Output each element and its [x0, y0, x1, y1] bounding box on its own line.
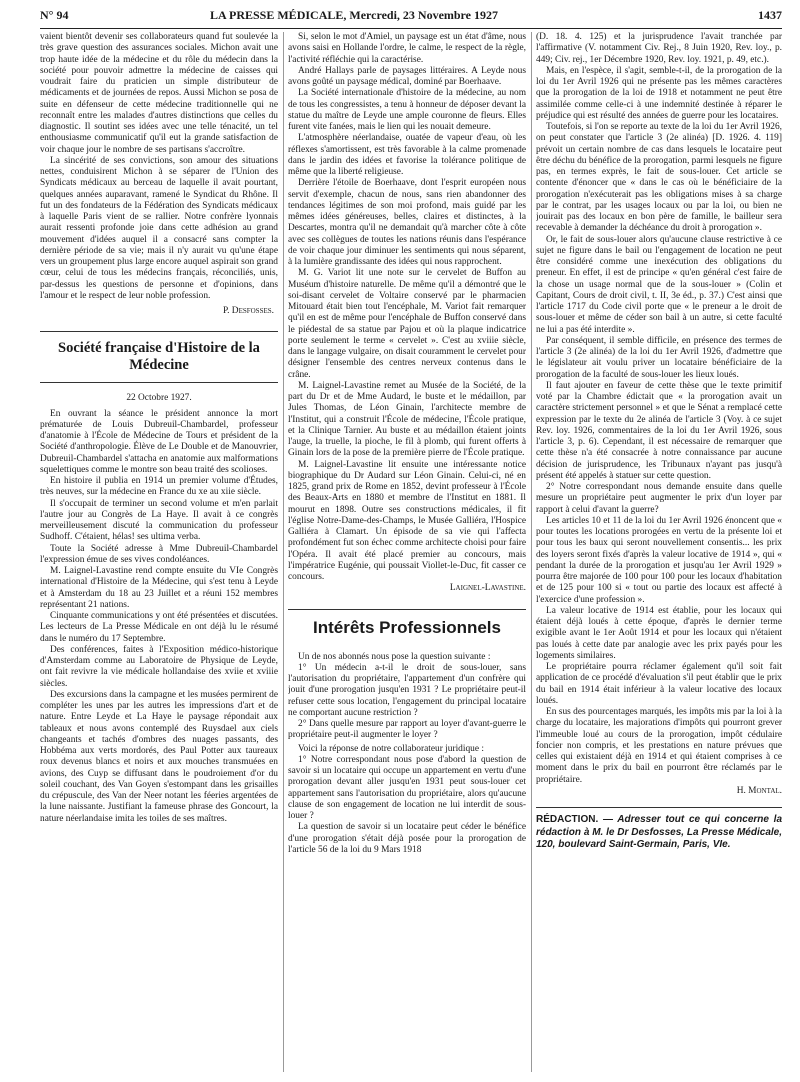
paragraph: En histoire il publia en 1914 un premier volume d'Études, très neuves, sur la médecine en France du xe au xiie siècle.	[40, 476, 278, 498]
paragraph: André Hallays parle de paysages littéraires. A Leyde nous avons goûté un paysage médical, dominé par Boerhaave.	[288, 65, 526, 87]
paragraph: Toutefois, si l'on se reporte au texte de la loi du 1er Avril 1926, on peut constater que l'article 3 (2e alinéa) [D. 1926. 4. 119] prévoit un certain nombre de cas dans lesquels le locataire peut être déchu du bénéfice de la prorogation, parmi lesquels ne figure pas, en termes exprès, le fait de sous-louer. Cet article se contente d'énoncer que « dans le cas où le bénéficiaire de la prorogation n'exécuterait pas les obligations mises à sa charge par le contrat, par les usages locaux ou par la loi, ou bien ne jouirait pas des locaux en bon père de famille, le bailleur sera recevable à demander la déchéance du droit à prorogation ».	[536, 122, 782, 234]
signature: Laignel-Lavastine.	[449, 583, 526, 594]
paragraph: Voici la réponse de notre collaborateur juridique :	[298, 743, 484, 754]
paragraph: 1° Notre correspondant nous pose d'abord la question de savoir si un locataire qui occupe un appartement en vertu d'une prorogation devant aller jusqu'en 1931 peut sous-louer cet appartement sans l'autorisation du propriétaire, alors qu'aucune clause de son engagement de location ne lui interdit de sous-louer ?	[288, 754, 526, 821]
paragraph: Les articles 10 et 11 de la loi du 1er Avril 1926 énoncent que « pour toutes les locations prorogées en vertu de la présente loi et pour tous les baux qui seront nouvellement consentis... les prix des loyers seront fixés d'après la valeur locative de 1914 », qui « pendant la durée de la prorogation et jusqu'au 1er Avril 1929 » pourra être majorée de 100 pour 100 pour les locaux d'habitation et de 125 pour 100 si « tout ou partie des locaux est affecté à l'exercice d'une profession ».	[536, 515, 782, 605]
signature: H. Montal.	[736, 785, 782, 796]
section-title: Intérêts Professionnels	[288, 609, 526, 644]
paragraph: La sincérité de ses convictions, son amour des situations nettes, conduisirent Michon à se séparer de l'Union des Syndicats médicaux au berceau de laquelle il avait pourtant, quelques années auparavant, ramené le Syndicat du Rhône. Il fut un des fondateurs de la Fédération des Syndicats médicaux à laquelle Paris vient de se rallier. Notre confrère lyonnais aurait ressenti profonde joie dans cette adhésion au grand mouvement d'idées auquel il a consacré sans compter la dernière période de sa vie; mais il n'y aurait vu qu'une étape vers un groupement plus large encore auquel aspirait son grand cœur, celui de tous les médecins français, réconciliés, unis, par-dessus les questions de personne et d'opinions, dans l'amour et le respect de leur noble profession.	[40, 155, 278, 301]
page-number: 1437	[758, 8, 782, 22]
column-left	[40, 32, 278, 1072]
paragraph: Le propriétaire pourra réclamer également qu'il soit fait application de ce procédé d'évaluation s'il peut établir que le prix du bail en 1914 était inférieur à la valeur locative des locaux loués.	[536, 662, 782, 706]
paragraph: Toute la Société adresse à Mme Dubreuil-Chambardel l'expression émue de ses vives condoléances.	[40, 543, 278, 565]
column-rule	[531, 32, 532, 1072]
paragraph: M. Laignel-Lavastine lit ensuite une intéressante notice biographique du Dr Audard sur Léon Ginain. Celui-ci, né en 1825, grand prix de Rome en 1852, devint professeur à l'École des Beaux-Arts en 1880 et membre de l'Institut en 1881. Il mourut en 1898. Outre ses constructions médicales, il fit l'église Notre-Dame-des-Champs, le Musée Galliéra, l'Hospice Galliéra à Clamart. Un épisode de sa vie qui l'affecta profondément fut son échec comme architecte choisi pour faire l'Opéra. Il avait été placé premier au concours, mais l'impératrice Eugénie, qui poussait Viollet-le-Duc, fit casser ce concours.	[288, 459, 526, 582]
journal-title: LA PRESSE MÉDICALE, Mercredi, 23 Novembre 1927	[210, 8, 498, 22]
issue-number: N° 94	[40, 8, 69, 22]
paragraph: M. Laignel-Lavastine rend compte ensuite du VIe Congrès international d'Histoire de la Médecine, qui s'est tenu à Leyde et à Amsterdam du 18 au 23 Juillet et a réuni 152 membres représentant 21 nations.	[40, 566, 278, 610]
redaction-text: — Adresser tout ce qui concerne la rédaction à M. le Dr Desfosses, La Presse Médicale, 120, boulevard Saint-Germain, Paris, VIe.	[536, 814, 782, 850]
paragraph: Il s'occupait de terminer un second volume et m'en parlait l'autre jour au Congrès de La Haye. Il avait à ce congrès merveilleusement discuté la communication du professeur Sudhoff. C'étaient, hélas! ses ultima verba.	[40, 498, 278, 543]
column-middle	[288, 32, 526, 1072]
paragraph: En sus des pourcentages marqués, les impôts mis par la loi à la charge du locataire, les majorations d'impôts qui pourront grever l'immeuble loué au cours de la prorogation, impôt cédulaire foncier non compris, et les prestations en nature prévues que celles qui existaient déjà en 1914 et qui étaient comprises à ce moment dans le prix du bail en pourront être réclamés par le propriétaire.	[536, 707, 782, 785]
redaction-label: RÉDACTION.	[536, 814, 599, 825]
paragraph: Un de nos abonnés nous pose la question suivante :	[298, 651, 491, 662]
paragraph: Par conséquent, il semble difficile, en présence des termes de l'article 3 (2e alinéa) de la loi du 1er Avril 1926, d'admettre que le législateur ait voulu priver un locataire bénéficiaire de la prorogation de la faculté de sous-louer les lieux loués.	[536, 335, 782, 380]
paragraph: (D. 18. 4. 125) et la jurisprudence l'avait tranchée par l'affirmative (V. notamment Civ. Rej., 8 Juin 1920, Rev. loy., p. 449; Civ. rej., 1er Décembre 1920, Rev. loy. 1921, p. 49, etc.).	[536, 32, 782, 65]
paragraph: Mais, en l'espèce, il s'agit, semble-t-il, de la prorogation de la loi du 1er Avril 1926 qui ne présente pas les mêmes caractères que la prorogation de la loi de 1918 et notamment ne peut être assimilée comme celle-ci à une indemnité destinée à réparer le préjudice qui est résulté des années de guerre pour les locataires.	[536, 65, 782, 121]
paragraph: En ouvrant la séance le président annonce la mort prématurée de Louis Dubreuil-Chambardel, professeur d'anatomie à l'École de Médecine de Tours et président de la Société d'anthropologie. Élève de Le Double et de Manouvrier, Dubreuil-Chambardel s'attacha en anatomie aux malformations squelettiques comme le montre son beau traité des scolioses.	[40, 408, 278, 475]
paragraph: Il faut ajouter en faveur de cette thèse que le texte primitif voté par la Chambre édictait que « la prorogation avait un caractère strictement personnel » et que le Sénat a remplacé cette expression par le texte du 2e alinéa de l'article 3 (Voy. à ce sujet Rev. loy. 1926, commentaires de la loi du 1er Avril 1926, sous l'article 3, p. 6). Cependant, il est nécessaire de remarquer que cette thèse n'a été consacrée à notre connaissance par aucune décision de jurisprudence, les Tribunaux n'ayant pas jusqu'à présent été appelés à statuer sur cette question.	[536, 380, 782, 481]
paragraph: Derrière l'étoile de Boerhaave, dont l'esprit européen nous servit d'exemple, chacun de nous, sans rien abandonner des tendances légitimes de son moi profond, mais guidé par les mêmes idées généreuses, belles, claires et distinctes, à la Descartes, montra qu'il ne demandait qu'à marcher côte à côte avec ses collègues de toutes les nations réunis dans l'espérance de voir chaque jour diminuer les sentiments qui nous séparent, à la lumière grandissante des idées qui nous rapprochent.	[288, 178, 526, 267]
page-header	[40, 6, 782, 29]
paragraph: Des conférences, faites à l'Exposition médico-historique d'Amsterdam comme au Laboratoire de Physique de Leyde, ont fait revivre la vie médicale hollandaise des xviie et xviiie siècles.	[40, 644, 278, 689]
paragraph: Si, selon le mot d'Amiel, un paysage est un état d'âme, nous avons saisi en Hollande l'ordre, le calme, le respect de la règle, l'activité réfléchie qui la caractérise.	[288, 32, 526, 65]
paragraph: 1° Un médecin a-t-il le droit de sous-louer, sans l'autorisation du propriétaire, l'appartement d'un confrère qui jouit d'une prorogation jusqu'en 1931 ? Le propriétaire peut-il refuser cette sous location, l'engagement du principal locataire ne comportant aucune restriction ?	[288, 662, 526, 718]
column-rule	[283, 32, 284, 1072]
section-title: Société française d'Histoire de la Médecine	[40, 331, 278, 383]
column-right	[536, 32, 782, 1072]
session-date: 22 Octobre 1927.	[126, 393, 192, 404]
paragraph: 2° Notre correspondant nous demande ensuite dans quelle mesure un propriétaire peut augmenter le prix d'un loyer par rapport à celui d'avant la guerre?	[536, 482, 782, 515]
paragraph: Des excursions dans la campagne et les musées permirent de compléter les unes par les autres les impressions d'art et de nature. Entre Leyde et La Haye le paysage répondait aux tableaux et nous avons contemplé des Ruysdael aux ciels changeants et tachés d'ombres des nuages passants, des Hobbéma aux verts mordorés, des Paul Potter aux taureaux roux devenus blancs et noirs et aux mouches transmuées en avions, des Cuyp se diffusant dans le poudroiement d'or du soleil couchant, des Van Goyen s'estompant dans les grisailles du crépuscule, des Van der Neer notant les féeries argentées de la lune naissante. Justifiant la fameuse phrase des Goncourt, la nature néerlandaise imita les toiles de ses maîtres.	[40, 689, 278, 824]
paragraph: La valeur locative de 1914 est établie, pour les locaux qui étaient déjà loués à cette époque, d'après le dernier terme exigible avant le 1er Août 1914 et pour les locaux qui n'étaient pas loués à cette date par analogie avec les prix payés pour les logements similaires.	[536, 605, 782, 661]
paragraph: La question de savoir si un locataire peut céder le bénéfice d'une prorogation s'était déjà posée pour la prorogation de l'article 56 de la loi du 9 Mars 1918	[288, 822, 526, 855]
paragraph: M. Laignel-Lavastine remet au Musée de la Société, de la part du Dr et de Mme Audard, le buste et le médaillon, par Jules Thomas, de Léon Ginain, l'architecte membre de l'Institut, qui a construit l'École de médecine, l'École pratique, et la Clinique Tarnier. Au buste et au médaillon étaient joints l'auge, la truelle, la pioche, le fil à plomb, qui furent offerts à Ginain lors de la pose de la première pierre de l'École pratique.	[288, 380, 526, 459]
paragraph: Or, le fait de sous-louer alors qu'aucune clause restrictive à ce sujet ne figure dans le bail ou l'engagement de location ne peut être considéré comme une inexécution des obligations du preneur. En effet, il est de principe « qu'en général c'est faire de la chose un usage normal que de la sous-louer » (Colin et Capitant, Cours de droit civil, t. II, 3e éd., p. 37.) C'est ainsi que l'article 1717 du Code civil porte que « le preneur a le droit de sous-louer et même de céder son bail à un autre, si cette faculté ne lui a pas été interdite ».	[536, 234, 782, 335]
paragraph: vaient bientôt devenir ses collaborateurs quand fut soulevée la très grave question des assurances sociales. Michon avait une trop haute idée de la médecine et du rôle du médecin dans la société pour pouvoir admettre la médecine de caisses qui voudrait faire du praticien un simple distributeur de médicaments et de journées de repos. Aussi Michon se posa de suite en défenseur de cette médecine traditionnelle qui ne reconnaît entre les malades d'autres distinctions que celles du diagnostic. Il soutint ses idées avec une telle ténacité, un tel enthousiasme communicatif qu'il eut la grande satisfaction de voir chaque jour le nombre de ses partisans s'accroître.	[40, 32, 278, 155]
paragraph: La Société internationale d'histoire de la médecine, au nom de tous les congressistes, a tenu à honneur de déposer devant la statue du maître de Leyde une ample couronne de fleurs. Elles furent vite fanées, mais le lien qui les nouait demeure.	[288, 88, 526, 132]
redaction-notice	[536, 807, 782, 852]
paragraph: L'atmosphère néerlandaise, ouatée de vapeur d'eau, où les réflexes s'amortissent, est très favorable à la calme promenade dans le jardin des idées et favorise la tolérance politique de même que la liberté religieuse.	[288, 133, 526, 177]
paragraph: 2° Dans quelle mesure par rapport au loyer d'avant-guerre le propriétaire peut-il augmenter le loyer ?	[288, 719, 526, 741]
signature: P. Desfosses.	[222, 306, 274, 316]
paragraph: M. G. Variot lit une note sur le cervelet de Buffon au Muséum d'histoire naturelle. De même qu'il a démontré que le soi-disant cervelet de Voltaire conservé par le pharmacien Mitouard était bien tout l'encéphale, M. Variot fait remarquer qu'il en est de même pour l'encéphale de Buffon conservé dans le piédestal de sa statue par Pajou et où la plaque indicatrice porte seulement le terme « cervelet ». C'est au xviiie siècle, dans le langage vulgaire, on disait couramment le cervelet pour désigner l'ensemble des centres nerveux contenus dans le crâne.	[288, 268, 526, 380]
paragraph: Cinquante communications y ont été présentées et discutées. Les lecteurs de La Presse Médicale en ont déjà lu le résumé dans le numéro du 17 Septembre.	[40, 611, 278, 644]
